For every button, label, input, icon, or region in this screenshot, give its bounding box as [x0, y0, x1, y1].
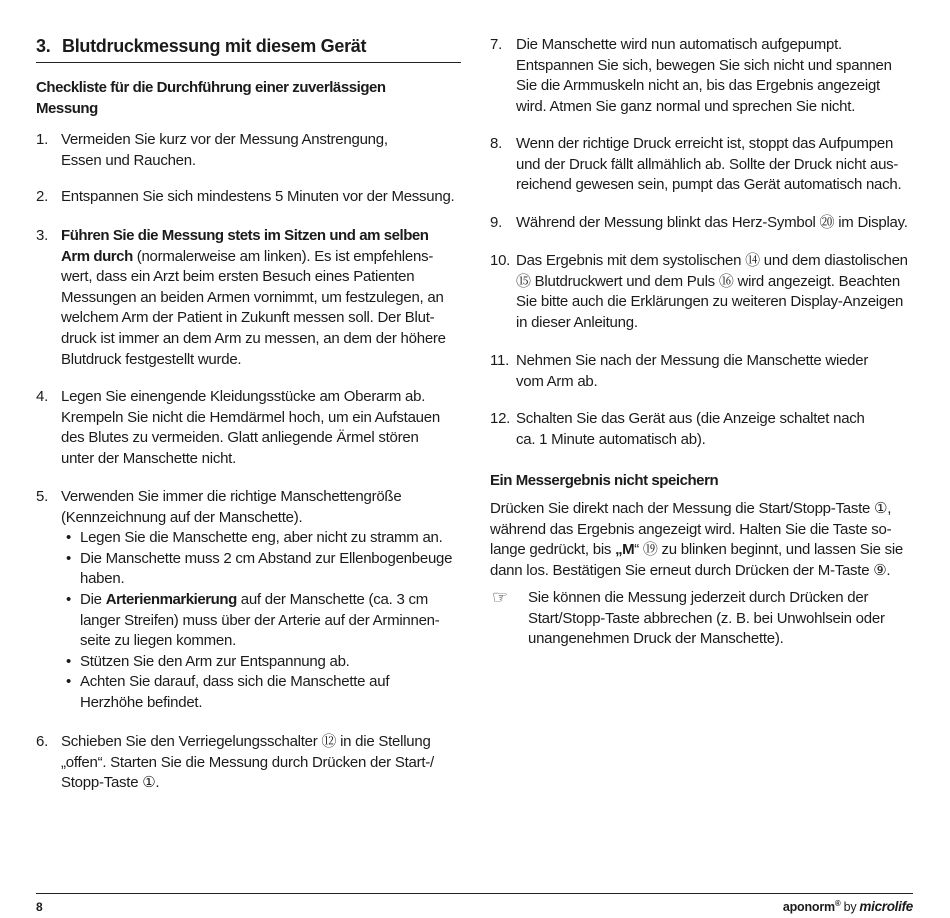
brand-by: by	[843, 900, 857, 914]
text-line: • Stützen Sie den Arm zur Entspannung ab.	[80, 652, 350, 670]
text-line: • Achten Sie darauf, dass sich die Manschette auf	[80, 673, 390, 691]
bullet-item	[61, 528, 466, 549]
bold-text: „M	[615, 541, 635, 559]
bullet-item	[61, 652, 466, 673]
section-number: 3.	[36, 36, 51, 56]
page-number: 8	[36, 900, 43, 914]
text-line: langer Streifen) muss über der Arterie auf der Arminnen-	[80, 611, 440, 629]
no-save-paragraph	[490, 499, 930, 581]
item-number: 1.	[36, 131, 49, 148]
brand-logo	[783, 899, 913, 915]
checklist-item-9	[490, 213, 920, 234]
text-segment: (normalerweise am linken). Es ist empfehlens-	[132, 247, 434, 265]
text-line: ⑮ Blutdruckwert und dem Puls ⑯ wird angezeigt. Beachten	[516, 272, 900, 290]
item-number: 7.	[490, 36, 503, 53]
note-block	[490, 588, 930, 650]
checklist-item-11	[490, 351, 920, 392]
text-line: Stopp-Taste ①.	[61, 774, 160, 792]
text-line: unter der Manschette nicht.	[61, 449, 237, 467]
maker-name: microlife	[859, 899, 913, 914]
text-line: Drücken Sie direkt nach der Messung die Start/Stopp-Taste ①,	[490, 500, 892, 517]
checklist-item-4	[36, 387, 466, 469]
text-line: Essen und Rauchen.	[61, 151, 196, 169]
text-segment: lange gedrückt, bis	[490, 541, 616, 559]
footer-divider	[36, 893, 913, 894]
no-save-heading	[490, 471, 718, 492]
checklist-item-3	[36, 226, 466, 370]
checklist-item-2	[36, 187, 466, 208]
text-line	[61, 247, 466, 268]
section-title	[36, 33, 461, 59]
item-number: 4.	[36, 388, 49, 405]
item-number: 2.	[36, 188, 49, 205]
text-line: seite zu liegen kommen.	[80, 632, 236, 650]
text-line: Start/Stopp-Taste abbrechen (z. B. bei Unwohlsein oder	[528, 609, 885, 627]
heading-line: Messung	[36, 99, 98, 117]
text-line: Wenn der richtige Druck erreicht ist, stoppt das Aufpumpen	[516, 135, 894, 152]
text-line: Sie können die Messung jederzeit durch Drücken der	[528, 589, 869, 606]
text-line: haben.	[80, 570, 125, 588]
text-line: Sie bitte auch die Erklärungen zu weiteren Display-Anzeigen	[516, 293, 904, 311]
checklist-item-7	[490, 35, 920, 117]
text-line: Legen Sie einengende Kleidungsstücke am Oberarm ab.	[61, 388, 426, 405]
text-line: Messungen an beiden Armen vornimmt, um festzulegen, an	[61, 288, 444, 306]
text-segment: auf der Manschette (ca. 3 cm	[236, 590, 428, 608]
text-line: Blutdruck festgestellt wurde.	[61, 350, 242, 368]
text-line: Krempeln Sie nicht die Hemdärmel hoch, um ein Aufstauen	[61, 408, 440, 426]
text-line: (Kennzeichnung auf der Manschette).	[61, 508, 303, 526]
item-number: 11.	[490, 352, 509, 369]
item-number: 5.	[36, 488, 49, 505]
bullet-item	[61, 590, 466, 652]
text-line: unangenehmen Druck der Manschette).	[528, 630, 784, 648]
text-line	[490, 540, 930, 561]
text-line: Herzhöhe befindet.	[80, 693, 203, 711]
text-line: druck ist immer an dem Arm zu messen, an dem der höhere	[61, 329, 446, 347]
text-line: des Blutes zu vermeiden. Glatt anliegende Ärmel stören	[61, 429, 419, 447]
item-number: 8.	[490, 135, 503, 152]
text-line: Entspannen Sie sich mindestens 5 Minuten vor der Messung.	[61, 188, 455, 205]
text-line	[80, 590, 466, 611]
checklist-item-8	[490, 134, 920, 196]
checklist-heading	[36, 78, 386, 119]
item-number: 10.	[490, 252, 511, 269]
bold-text: Arterienmarkierung	[105, 590, 237, 608]
text-line: Schalten Sie das Gerät aus (die Anzeige schaltet nach	[516, 410, 865, 427]
text-line: dann los. Bestätigen Sie erneut durch Drücken der M-Taste ⑨.	[490, 561, 891, 579]
brand-name: aponorm	[782, 900, 835, 914]
text-line: welchem Arm der Patient in Zukunft messen soll. Der Blut-	[61, 309, 435, 327]
text-line: Während der Messung blinkt das Herz-Symbol ⑳ im Display.	[516, 214, 908, 231]
text-line: Nehmen Sie nach der Messung die Manschette wieder	[516, 352, 869, 369]
item-number: 3.	[36, 227, 49, 244]
text-line: während das Ergebnis angezeigt wird. Halten Sie die Taste so-	[490, 520, 892, 538]
text-line: Sie die Armmuskeln nicht an, bis das Ergebnis angezeigt	[516, 77, 880, 95]
text-line: Vermeiden Sie kurz vor der Messung Anstrengung,	[61, 131, 388, 148]
text-line: und der Druck fällt allmählich ab. Sollte der Druck nicht aus-	[516, 155, 899, 173]
text-line: ca. 1 Minute automatisch ab).	[516, 430, 706, 448]
text-line: Das Ergebnis mit dem systolischen ⑭ und dem diastolischen	[516, 252, 908, 269]
text-line: reichend gewesen sein, pumpt das Gerät automatisch nach.	[516, 176, 902, 194]
text-line: in dieser Anleitung.	[516, 313, 638, 331]
text-segment: “ ⑲ zu blinken beginnt, und lassen Sie sie	[634, 541, 904, 559]
checklist-item-1	[36, 130, 466, 171]
heading-line: Checkliste für die Durchführung einer zuverlässigen	[36, 79, 386, 96]
checklist-item-6	[36, 732, 466, 794]
registered-mark: ®	[834, 899, 841, 908]
text-line: wird. Atmen Sie ganz normal und sprechen Sie nicht.	[516, 97, 856, 115]
bold-text: Führen Sie die Messung stets im Sitzen und am selben	[61, 227, 429, 244]
text-line	[61, 226, 466, 247]
text-line: Die Manschette wird nun automatisch aufgepumpt.	[516, 36, 842, 53]
item-number: 9.	[490, 214, 503, 231]
item-number: 12.	[490, 410, 511, 427]
text-segment: Die	[80, 590, 106, 608]
text-line: wert, dass ein Arzt beim ersten Besuch eines Patienten	[61, 268, 415, 286]
item-number: 6.	[36, 733, 49, 750]
text-line: Verwenden Sie immer die richtige Manschettengröße	[61, 488, 402, 505]
bullet-item	[61, 549, 466, 590]
text-line: Entspannen Sie sich, bewegen Sie sich nicht und spannen	[516, 56, 892, 74]
text-line: Schieben Sie den Verriegelungsschalter ⑫ in die Stellung	[61, 733, 431, 750]
text-line: • Legen Sie die Manschette eng, aber nicht zu stramm an.	[80, 529, 443, 547]
bullet-item	[61, 672, 466, 713]
heading-line: Ein Messergebnis nicht speichern	[490, 472, 719, 489]
text-line: vom Arm ab.	[516, 372, 598, 390]
pointing-hand-icon	[492, 588, 508, 609]
checklist-item-12	[490, 409, 920, 450]
bold-text: Arm durch	[61, 247, 133, 265]
text-line: „offen“. Starten Sie die Messung durch Drücken der Start-/	[61, 753, 434, 771]
checklist-item-10	[490, 251, 920, 333]
section-title-text: Blutdruckmessung mit diesem Gerät	[62, 36, 367, 56]
title-divider	[36, 62, 461, 63]
checklist-item-5	[36, 487, 466, 714]
text-line: • Die Manschette muss 2 cm Abstand zur Ellenbogenbeuge	[80, 549, 453, 567]
